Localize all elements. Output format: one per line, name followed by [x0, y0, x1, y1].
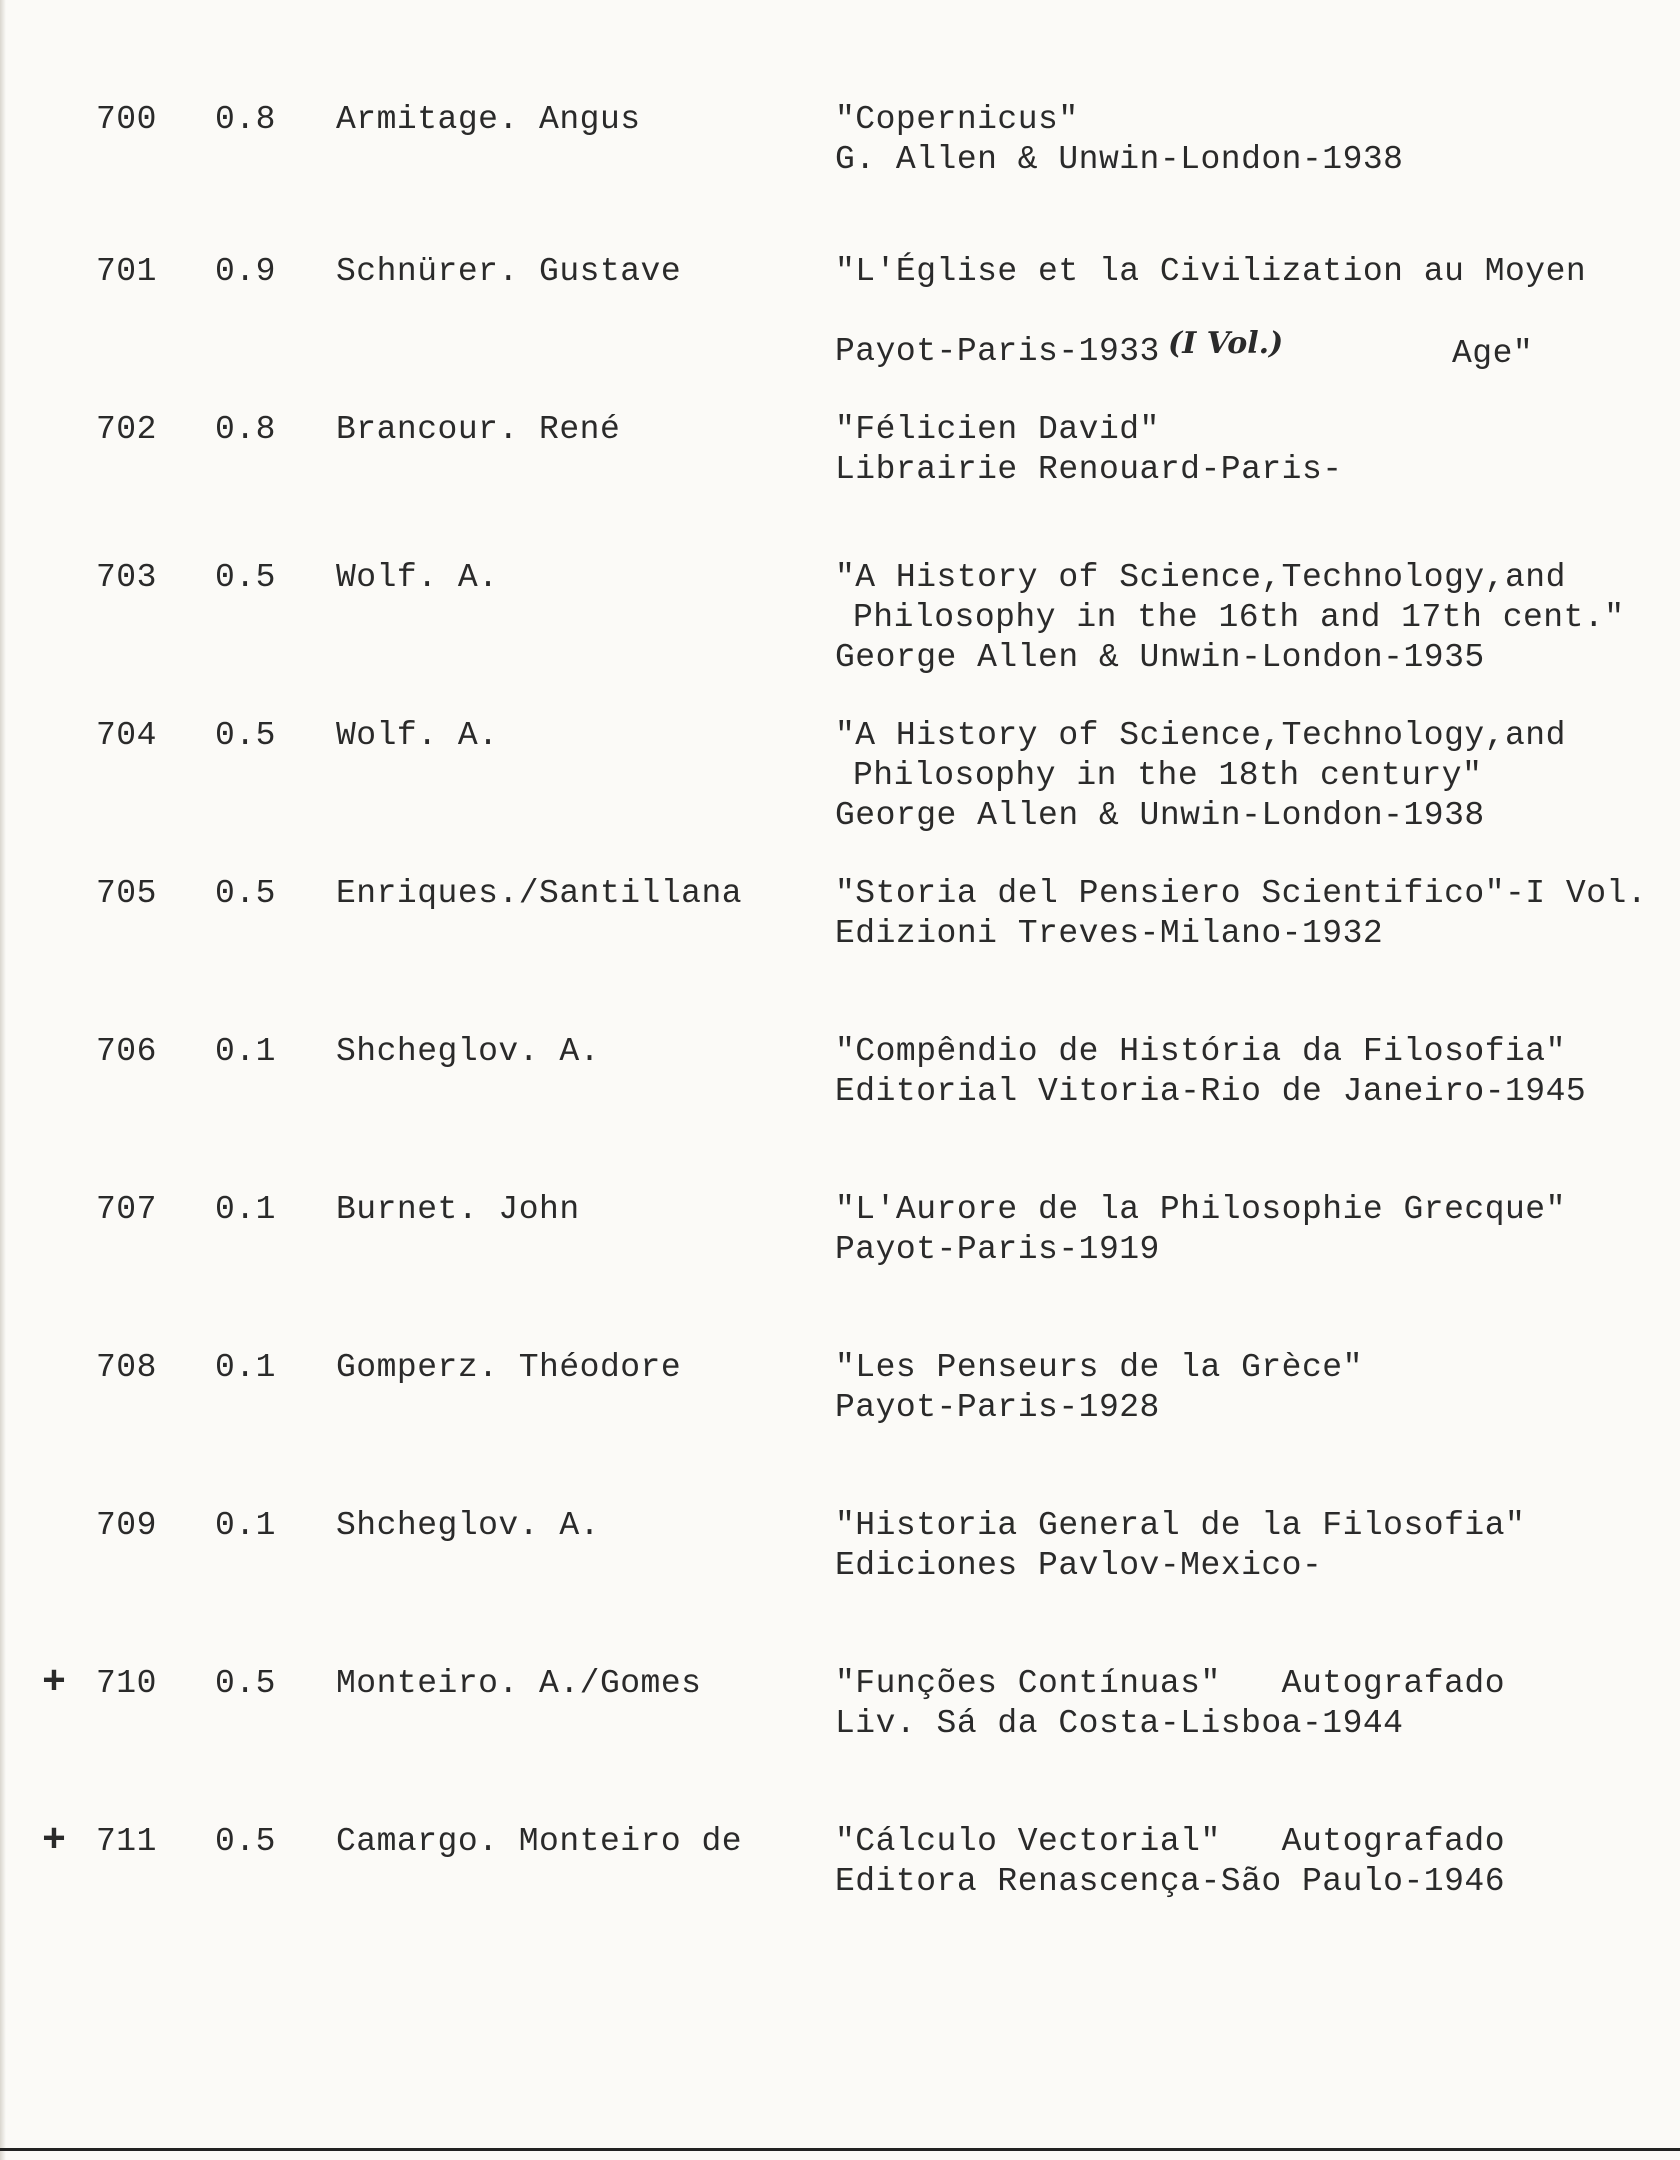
entry-publisher: G. Allen & Unwin-London-1938: [835, 141, 1404, 178]
entry-author: Gomperz. Théodore: [336, 1349, 682, 1386]
entry-author: Wolf. A.: [336, 717, 499, 754]
entry-number: 708: [96, 1349, 157, 1386]
entry-703: [0, 558, 1680, 688]
entry-publisher: Liv. Sá da Costa-Lisboa-1944: [835, 1705, 1404, 1742]
entry-710: [0, 1661, 1680, 1794]
handwritten-note: (I Vol.): [1168, 326, 1284, 361]
entry-value: 0.8: [215, 101, 276, 138]
entry-title-line-1: "Historia General de la Filosofia": [835, 1507, 1526, 1544]
entry-value: 0.5: [215, 875, 276, 912]
entry-701: [0, 252, 1680, 382]
entry-publisher: Editorial Vitoria-Rio de Janeiro-1945: [835, 1073, 1587, 1110]
entry-number: 704: [96, 717, 157, 754]
entry-title-line-2: Philosophy in the 16th and 17th cent.": [853, 599, 1625, 636]
entry-value: 0.5: [215, 559, 276, 596]
entry-711: [0, 1819, 1680, 1952]
plus-mark: +: [42, 1819, 67, 1864]
entry-706: [0, 1032, 1680, 1162]
entry-publisher: Payot-Paris-1928: [835, 1389, 1160, 1426]
entry-title-line-1: "A History of Science,Technology,and: [835, 559, 1566, 596]
entry-title-line-1: "L'Église et la Civilization au Moyen: [835, 253, 1587, 290]
entry-number: 709: [96, 1507, 157, 1544]
entry-publisher: Librairie Renouard-Paris-: [835, 451, 1343, 488]
entry-title-line-1: "Storia del Pensiero Scientifico"-I Vol.: [835, 875, 1648, 912]
entry-author: Shcheglov. A.: [336, 1033, 600, 1070]
entry-number: 700: [96, 101, 157, 138]
entry-value: 0.5: [215, 717, 276, 754]
entry-704: [0, 716, 1680, 846]
entry-author: Brancour. René: [336, 411, 621, 448]
entry-value: 0.1: [215, 1033, 276, 1070]
entry-value: 0.1: [215, 1507, 276, 1544]
entry-number: 705: [96, 875, 157, 912]
entry-title-continuation: Age": [1452, 335, 1534, 372]
entry-number: 707: [96, 1191, 157, 1228]
entry-publisher: Ediciones Pavlov-Mexico-: [835, 1547, 1323, 1584]
entry-705: [0, 874, 1680, 1004]
entry-publisher: Payot-Paris-1919: [835, 1231, 1160, 1268]
entry-author: Camargo. Monteiro de: [336, 1823, 743, 1860]
entry-title-line-2: Philosophy in the 18th century": [853, 757, 1483, 794]
entry-publisher: George Allen & Unwin-London-1935: [835, 639, 1485, 676]
entry-author: Enriques./Santillana: [336, 875, 743, 912]
entry-title-line-1: "A History of Science,Technology,and: [835, 717, 1566, 754]
entry-700: [0, 100, 1680, 230]
entry-author: Burnet. John: [336, 1191, 580, 1228]
entry-value: 0.9: [215, 253, 276, 290]
entry-value: 0.1: [215, 1191, 276, 1228]
entry-title-line-1: "Copernicus": [835, 101, 1079, 138]
entry-author: Armitage. Angus: [336, 101, 641, 138]
entry-value: 0.8: [215, 411, 276, 448]
entry-publisher: George Allen & Unwin-London-1938: [835, 797, 1485, 834]
entry-value: 0.5: [215, 1665, 276, 1702]
entry-number: 706: [96, 1033, 157, 1070]
entry-number: 703: [96, 559, 157, 596]
entry-707: [0, 1190, 1680, 1320]
entry-number: 701: [96, 253, 157, 290]
entry-value: 0.5: [215, 1823, 276, 1860]
entry-publisher: Edizioni Treves-Milano-1932: [835, 915, 1384, 952]
entry-title-line-1: "Compêndio de História da Filosofia": [835, 1033, 1566, 1070]
entry-author: Monteiro. A./Gomes: [336, 1665, 702, 1702]
entry-publisher: Payot-Paris-1933: [835, 333, 1160, 370]
entry-title-line-1: "Cálculo Vectorial" Autografado: [835, 1823, 1506, 1860]
entry-author: Schnürer. Gustave: [336, 253, 682, 290]
entry-author: Shcheglov. A.: [336, 1507, 600, 1544]
entry-number: 710: [96, 1665, 157, 1702]
bottom-rule: [0, 2148, 1680, 2151]
entry-number: 702: [96, 411, 157, 448]
entry-number: 711: [96, 1823, 157, 1860]
entry-title-line-1: "Funções Contínuas" Autografado: [835, 1665, 1506, 1702]
entry-publisher: Editora Renascença-São Paulo-1946: [835, 1863, 1506, 1900]
plus-mark: +: [42, 1661, 67, 1706]
entry-708: [0, 1348, 1680, 1478]
entry-702: [0, 410, 1680, 540]
entry-709: [0, 1506, 1680, 1636]
entry-title-line-1: "L'Aurore de la Philosophie Grecque": [835, 1191, 1566, 1228]
entry-title-line-1: "Les Penseurs de la Grèce": [835, 1349, 1363, 1386]
entry-value: 0.1: [215, 1349, 276, 1386]
entry-author: Wolf. A.: [336, 559, 499, 596]
entry-title-line-1: "Félicien David": [835, 411, 1160, 448]
